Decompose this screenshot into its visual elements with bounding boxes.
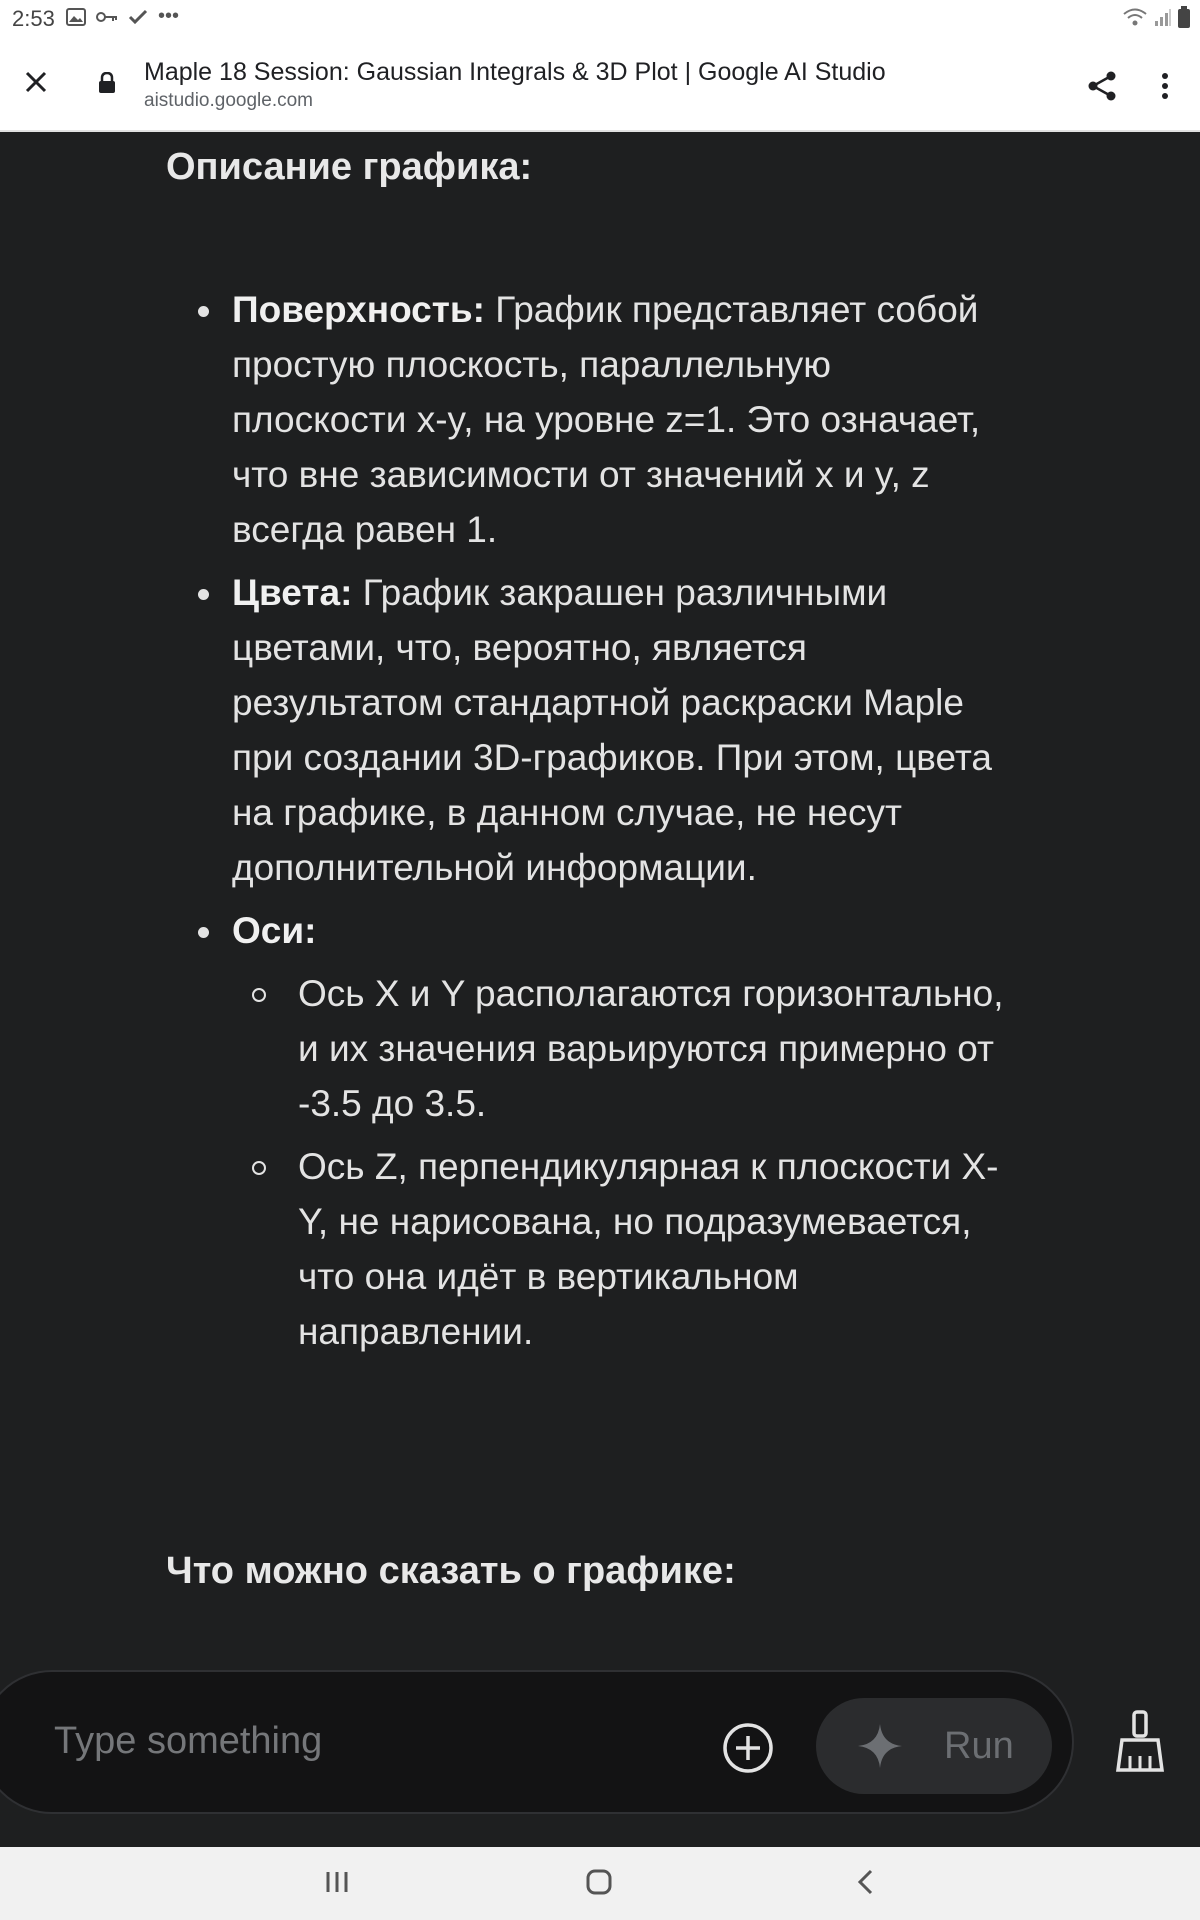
battery-icon <box>1178 6 1190 28</box>
list-item-axes <box>166 903 1006 1359</box>
page-domain: aistudio.google.com <box>144 90 313 111</box>
system-navigation-bar <box>0 1847 1200 1920</box>
key-icon <box>96 10 118 24</box>
close-tab-button[interactable] <box>18 64 54 100</box>
run-button[interactable] <box>816 1698 1052 1794</box>
overflow-menu-button[interactable] <box>1150 64 1180 108</box>
heading-summary: Что можно сказать о графике: <box>166 1550 736 1592</box>
browser-toolbar <box>0 38 1200 132</box>
run-label: Run <box>944 1724 1014 1767</box>
page-title: Maple 18 Session: Gaussian Integrals & 3D Plot | Google AI Studio <box>144 58 886 86</box>
image-icon <box>66 8 86 26</box>
list-item-colors <box>166 565 1006 895</box>
heading-description: Описание графика: <box>166 146 533 188</box>
prompt-input-bar <box>0 1670 1074 1814</box>
status-time: 2:53 <box>12 6 55 31</box>
description-list <box>166 282 1006 1367</box>
close-icon <box>24 70 48 94</box>
sublist-item: Ось X и Y располагаются горизонтально, и их значения варьируются примерно от -3.5 до 3.5. <box>232 966 1006 1131</box>
check-icon <box>128 9 148 25</box>
lock-icon <box>98 72 116 94</box>
more-dots-icon: ••• <box>158 5 180 27</box>
more-vert-icon <box>1161 72 1169 100</box>
home-icon[interactable] <box>586 1869 612 1895</box>
list-item-text: График закрашен различными цветами, что, вероятно, является результатом стандартной раскраски Maple при создании 3D-графиков. При этом, цвета на графике, в данном случае, не несут дополнительной информации. <box>232 572 992 888</box>
recents-icon[interactable] <box>324 1869 350 1895</box>
wifi-icon <box>1122 7 1148 27</box>
prompt-input[interactable]: Type something <box>54 1720 323 1762</box>
list-item-label: Оси: <box>232 910 317 951</box>
signal-icon <box>1154 7 1172 27</box>
list-item-text: График представляет собой простую плоскость, параллельную плоскости x-y, на уровне z=1. Это означает, что вне зависимости от значений x и y, z всегда равен 1. <box>232 289 981 550</box>
back-icon[interactable] <box>856 1869 874 1895</box>
list-item-label: Поверхность: <box>232 289 485 330</box>
sparkle-icon <box>858 1724 902 1768</box>
add-media-button[interactable] <box>722 1722 774 1774</box>
sublist-item: Ось Z, перпендикулярная к плоскости X-Y, не нарисована, но подразумевается, что она идёт в вертикальном направлении. <box>232 1139 1006 1359</box>
chat-response <box>0 132 1200 1847</box>
share-button[interactable] <box>1080 64 1124 108</box>
clear-chat-button[interactable] <box>1114 1710 1166 1774</box>
list-item-label: Цвета: <box>232 572 353 613</box>
axes-sublist <box>232 966 1006 1359</box>
share-icon <box>1087 70 1117 102</box>
status-bar <box>0 0 1200 38</box>
list-item-surface <box>166 282 1006 557</box>
